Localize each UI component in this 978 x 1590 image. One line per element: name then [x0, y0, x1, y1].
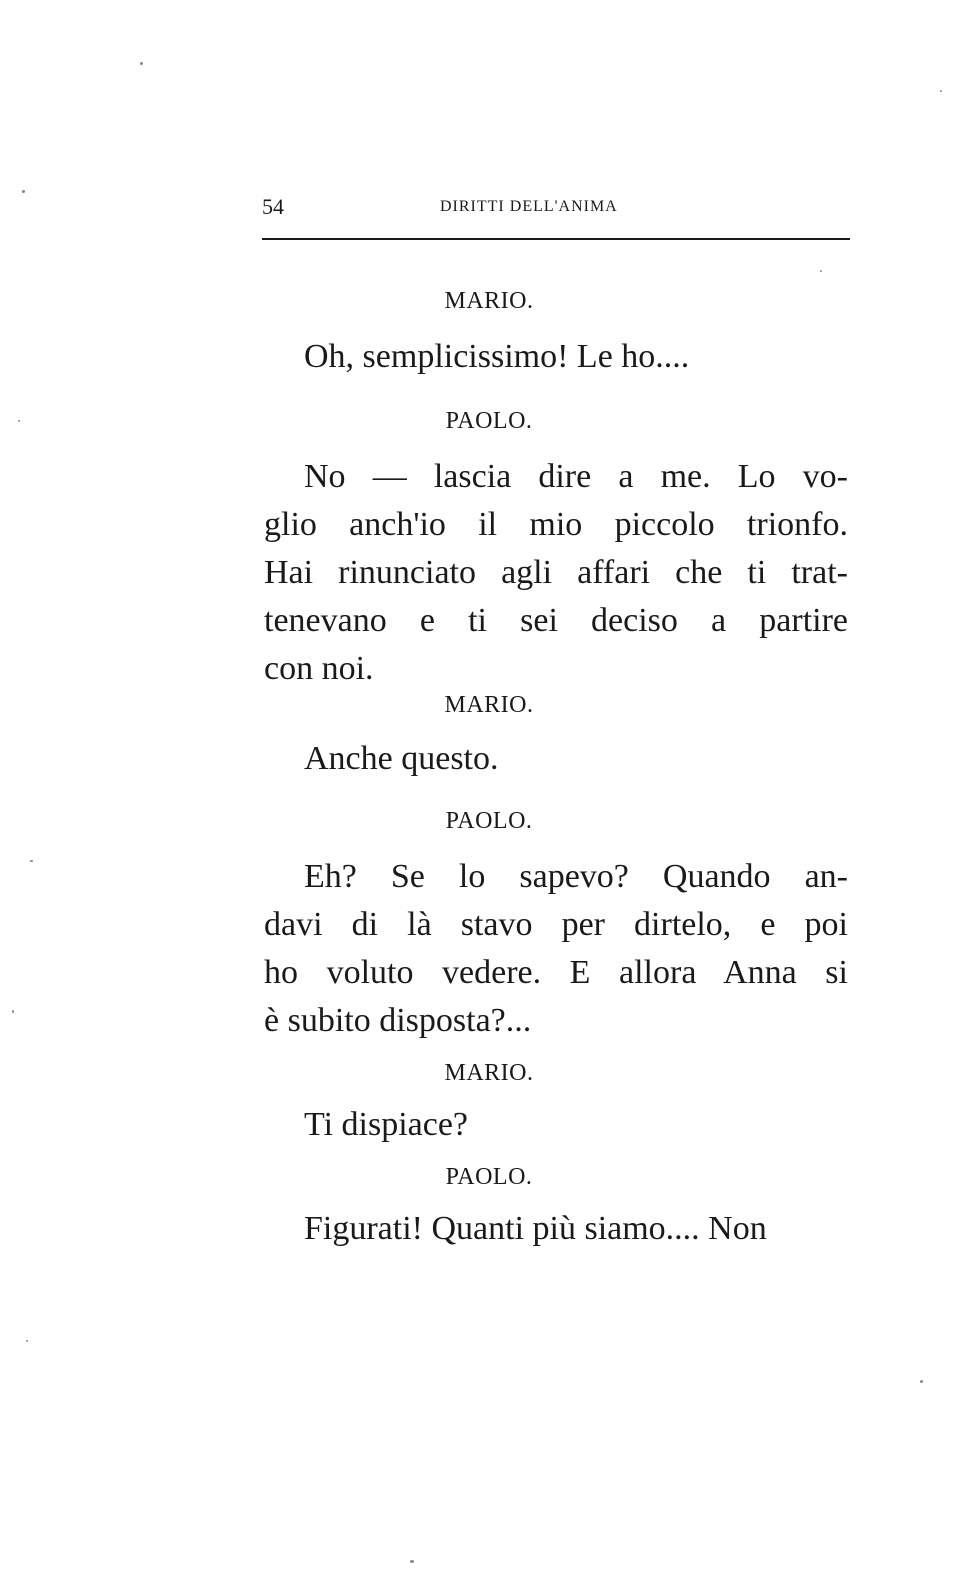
- dialogue-line: Figurati! Quanti più siamo.... Non: [304, 1210, 767, 1247]
- header-rule: [262, 238, 850, 240]
- dialogue-line: No — lascia dire a me. Lo vo-: [304, 458, 848, 495]
- speaker-name: MARIO.: [444, 1060, 534, 1086]
- speaker-name: PAOLO.: [445, 1164, 533, 1190]
- dialogue-line: tenevano e ti sei deciso a partire: [264, 602, 848, 639]
- dialogue-line: Anche questo.: [304, 740, 499, 777]
- speaker-name: MARIO.: [444, 288, 534, 314]
- dialogue-line: è subito disposta?...: [264, 1002, 532, 1039]
- speaker-name: PAOLO.: [445, 808, 533, 834]
- dialogue-line: davi di là stavo per dirtelo, e poi: [264, 906, 848, 943]
- dialogue-line: Eh? Se lo sapevo? Quando an-: [304, 858, 848, 895]
- dialogue-line: ho voluto vedere. E allora Anna si: [264, 954, 848, 991]
- running-head: [262, 194, 848, 224]
- speaker-name: PAOLO.: [445, 408, 533, 434]
- speaker-name: MARIO.: [444, 692, 534, 718]
- page-number: 54: [262, 194, 284, 219]
- dialogue-line: Hai rinunciato agli affari che ti trat-: [264, 554, 848, 591]
- dialogue-line: glio anch'io il mio piccolo trionfo.: [264, 506, 848, 543]
- dialogue-line: con noi.: [264, 650, 374, 687]
- dialogue-line: Ti dispiace?: [304, 1106, 469, 1143]
- dialogue-line: Oh, semplicissimo! Le ho....: [304, 338, 690, 375]
- running-title: DIRITTI DELL'ANIMA: [440, 198, 618, 215]
